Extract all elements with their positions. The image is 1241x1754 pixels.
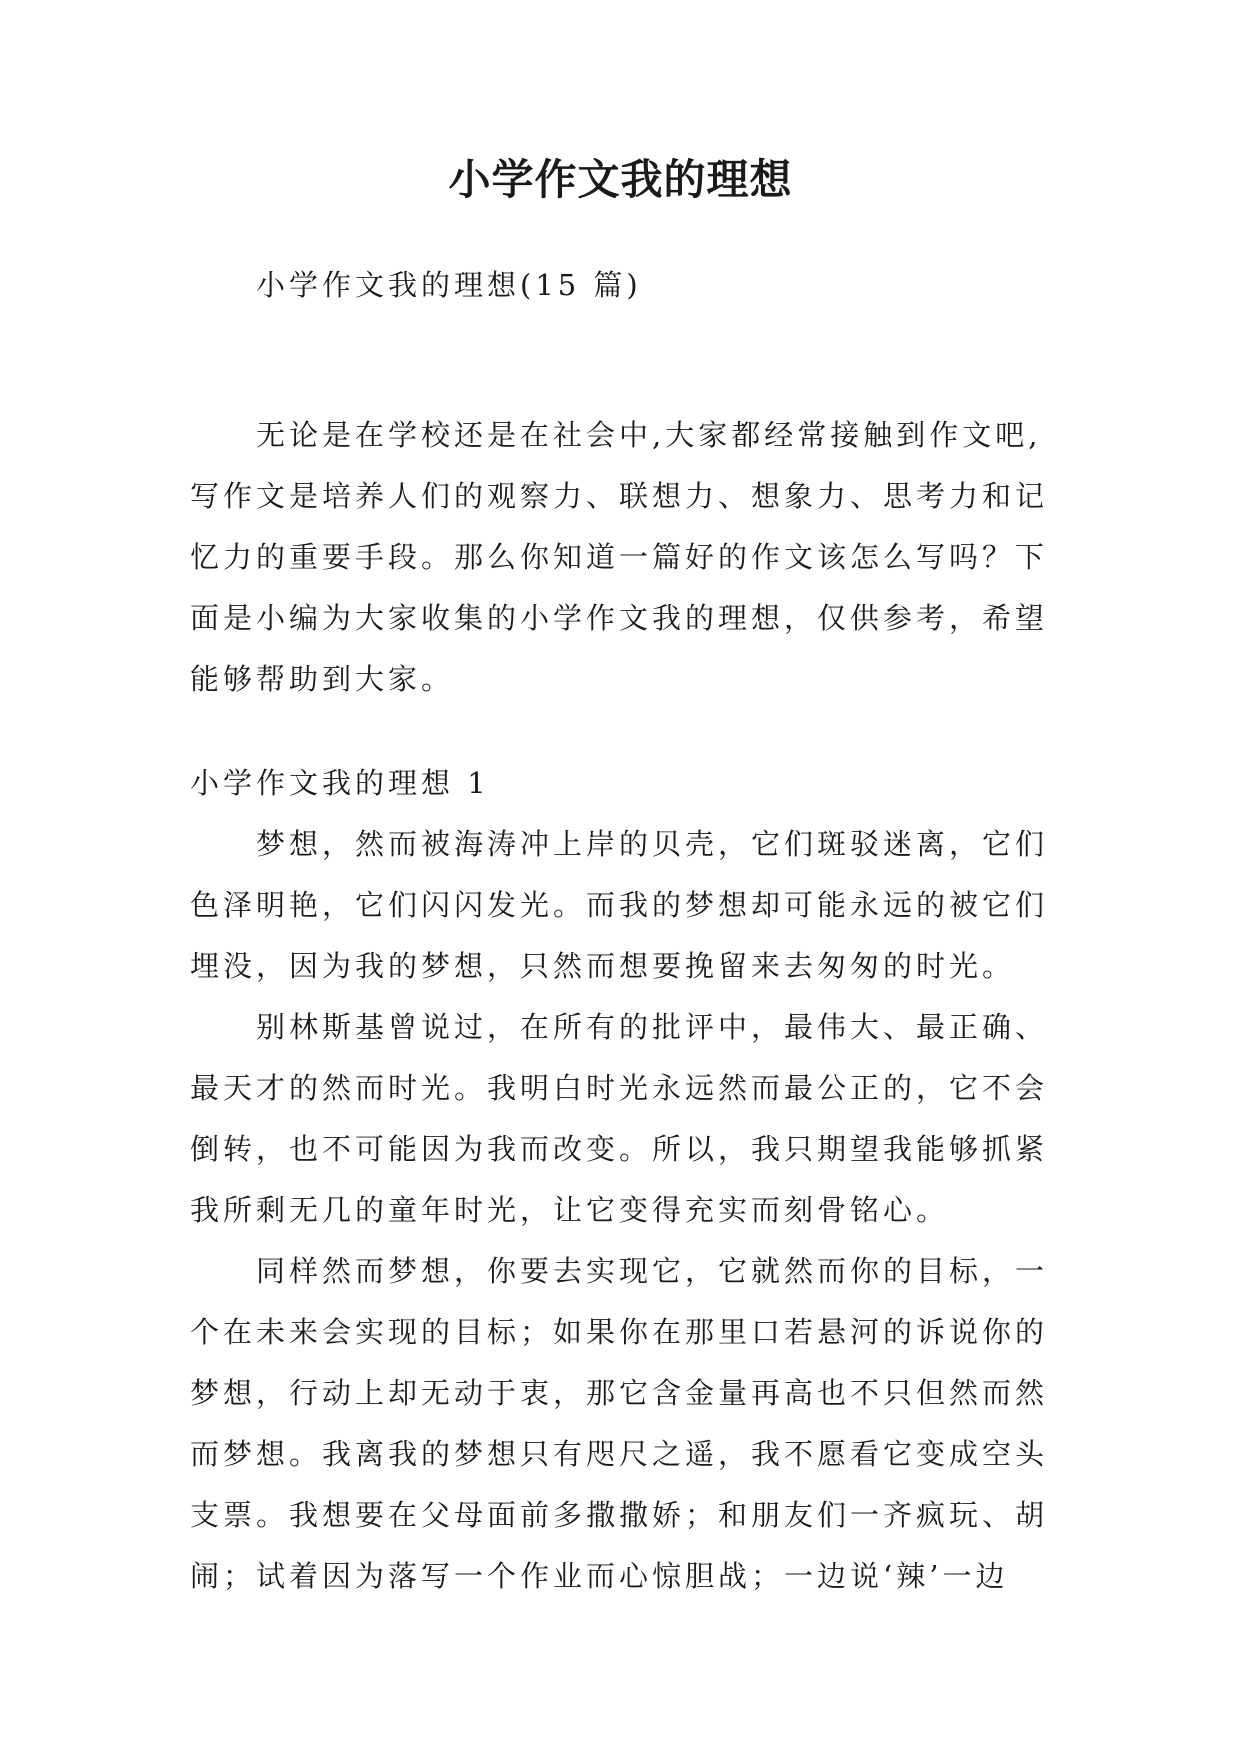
essay-line: 色泽明艳，它们闪闪发光。而我的梦想却可能永远的被它们 [190,888,1049,922]
essay-line: 同样然而梦想，你要去实现它，它就然而你的目标，一 [256,1254,1049,1288]
essay-line: 埋没，因为我的梦想，只然而想要挽留来去匆匆的时光。 [190,949,1016,983]
essay-line: 个在未来会实现的目标；如果你在那里口若悬河的诉说你的 [190,1315,1049,1349]
essay-line: 倒转，也不可能因为我而改变。所以，我只期望我能够抓紧 [190,1132,1049,1166]
essay-line: 梦想，然而被海涛冲上岸的贝壳，它们斑驳迷离，它们 [256,827,1049,861]
essay-section [190,753,1050,1607]
intro-line: 能够帮助到大家。 [190,662,455,696]
document-subtitle [190,255,1050,316]
intro-line: 忆力的重要手段。那么你知道一篇好的作文该怎么写吗？下 [190,540,1049,574]
essay-line: 最天才的然而时光。我明白时光永远然而最公正的，它不会 [190,1071,1049,1105]
essay-heading: 小学作文我的理想 1 [190,766,490,800]
intro-line: 写作文是培养人们的观察力、联想力、想象力、思考力和记 [190,479,1049,513]
subtitle-text: 小学作文我的理想(15 篇) [256,268,642,302]
essay-line: 而梦想。我离我的梦想只有咫尺之遥，我不愿看它变成空头 [190,1437,1049,1471]
intro-paragraph [190,405,1050,710]
document-title: 小学作文我的理想 [448,155,793,204]
essay-line: 支票。我想要在父母面前多撒撒娇；和朋友们一齐疯玩、胡 [190,1498,1049,1532]
essay-line: 我所剩无几的童年时光，让它变得充实而刻骨铭心。 [190,1193,950,1227]
essay-line: 梦想，行动上却无动于衷，那它含金量再高也不只但然而然 [190,1376,1049,1410]
essay-line: 别林斯基曾说过，在所有的批评中，最伟大、最正确、 [256,1010,1049,1044]
intro-line: 面是小编为大家收集的小学作文我的理想，仅供参考，希望 [190,601,1049,635]
essay-line: 闹；试着因为落写一个作业而心惊胆战；一边说‘辣’一边 [190,1559,1009,1593]
intro-line: 无论是在学校还是在社会中,大家都经常接触到作文吧, [256,418,1042,452]
